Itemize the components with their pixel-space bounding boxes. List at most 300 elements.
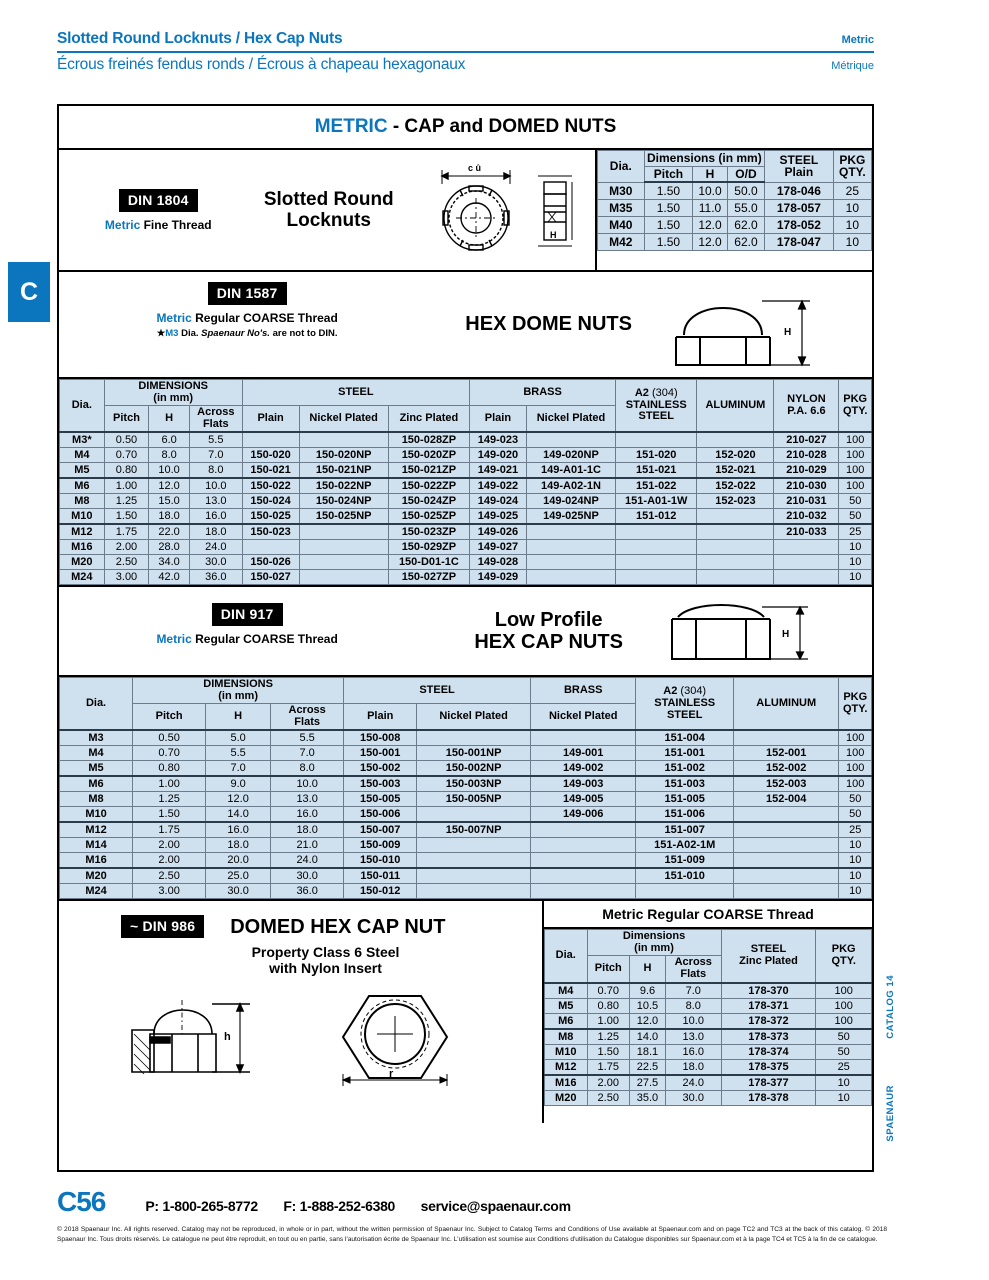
cell-steel-plain: 150-005 <box>344 792 417 807</box>
cell-od: 62.0 <box>727 234 764 251</box>
section1-thread-rest: Fine Thread <box>140 217 212 232</box>
table-row <box>60 448 872 463</box>
cell-across-flats: 24.0 <box>189 540 242 555</box>
table-row <box>60 509 872 525</box>
table-header-row <box>60 678 872 704</box>
section3-left <box>59 587 435 675</box>
cell-across-flats: 8.0 <box>189 463 242 479</box>
cell-steel-zinc: 178-377 <box>721 1075 816 1091</box>
cell-brass-nickel <box>526 555 615 570</box>
th-dims-l2: (in mm) <box>634 941 674 954</box>
table-row <box>598 182 872 200</box>
cell-steel-nickel <box>299 524 388 540</box>
th-across-l1: Across <box>197 406 235 419</box>
cell-stainless: 151-005 <box>636 792 733 807</box>
table-row <box>60 868 872 884</box>
cell-h: 22.0 <box>149 524 190 540</box>
cell-across-flats: 7.0 <box>271 746 344 761</box>
cell-steel-nickel <box>417 868 531 884</box>
cell-brass-nickel <box>526 540 615 555</box>
metric-banner-blue: METRIC <box>314 116 388 137</box>
cell-pitch: 1.00 <box>133 776 206 792</box>
cell-aluminum <box>697 570 774 585</box>
cell-aluminum: 152-002 <box>733 761 839 777</box>
cell-dia: M16 <box>60 540 105 555</box>
table-row <box>60 838 872 853</box>
th-pkg-l1: PKG <box>843 691 868 704</box>
cell-dia: M6 <box>545 1013 588 1029</box>
th-pkg-qty <box>816 930 872 983</box>
th-brass-nickel: Nickel Plated <box>530 704 636 731</box>
cell-across-flats: 30.0 <box>665 1090 721 1105</box>
th-dia: Dia. <box>598 151 645 183</box>
section3-table-wrap <box>59 675 872 901</box>
cell-stainless: 151-010 <box>636 868 733 884</box>
product-title-line1: Slotted Round <box>263 188 394 210</box>
cell-dia: M3 <box>60 730 133 746</box>
th-steel-zinc: Zinc Plated <box>388 406 469 433</box>
cell-pkg: 50 <box>816 1044 872 1059</box>
cell-brass-plain: 149-026 <box>470 524 527 540</box>
th-pkg-qty <box>839 380 872 433</box>
cell-h: 11.0 <box>693 200 728 217</box>
cell-dia: M35 <box>598 200 645 217</box>
cell-brass-plain: 149-029 <box>470 570 527 585</box>
cell-steel-nickel: 150-005NP <box>417 792 531 807</box>
th-dimensions-group <box>104 380 242 406</box>
cell-steel-nickel <box>417 838 531 853</box>
cell-across-flats: 5.5 <box>271 730 344 746</box>
cell-steel-zinc: 178-370 <box>721 983 816 999</box>
cell-dia: M6 <box>60 478 105 494</box>
section-din-917-header <box>59 587 872 675</box>
cell-brass-plain: 149-028 <box>470 555 527 570</box>
cell-brass-plain: 149-022 <box>470 478 527 494</box>
cell-pitch: 1.25 <box>104 494 149 509</box>
table-row <box>598 200 872 217</box>
cell-steel-nickel <box>299 540 388 555</box>
din-badge-986: ~ DIN 986 <box>121 915 204 938</box>
cell-stainless <box>616 540 697 555</box>
cell-steel-plain: 150-024 <box>242 494 299 509</box>
cell-pitch: 0.80 <box>587 998 630 1013</box>
cell-across-flats: 16.0 <box>665 1044 721 1059</box>
th-steel-l2: Zinc Plated <box>739 954 798 967</box>
th-stainless <box>636 678 733 731</box>
cell-dia: M16 <box>60 853 133 869</box>
th-across-flats <box>665 956 721 983</box>
brand-label: SPAENAUR <box>885 1085 896 1142</box>
cell-h: 10.5 <box>630 998 666 1013</box>
cell-dia: M4 <box>545 983 588 999</box>
cell-pkg: 100 <box>839 432 872 448</box>
cell-h: 20.0 <box>206 853 271 869</box>
cell-across-flats: 8.0 <box>665 998 721 1013</box>
cell-dia: M30 <box>598 182 645 200</box>
th-od: O/D <box>727 166 764 182</box>
cell-pitch: 1.50 <box>644 182 693 200</box>
cell-h: 5.5 <box>206 746 271 761</box>
cell-h: 27.5 <box>630 1075 666 1091</box>
cell-dia: M10 <box>60 509 105 525</box>
domed986-h-label: h <box>223 1031 231 1044</box>
table-row <box>60 432 872 448</box>
th-stainless-l2: STAINLESS <box>625 398 687 411</box>
section3-thread-rest: Regular COARSE Thread <box>191 632 338 647</box>
cell-brass-nickel: 149-A01-1C <box>526 463 615 479</box>
cell-brass-nickel <box>530 853 636 869</box>
cell-pkg: 25 <box>839 822 872 838</box>
th-dims-l2: (in mm) <box>153 391 194 404</box>
cell-steel-plain: 150-001 <box>344 746 417 761</box>
cell-across-flats: 30.0 <box>271 868 344 884</box>
cell-nylon: 210-029 <box>774 463 839 479</box>
table-row <box>598 234 872 251</box>
cell-h: 12.0 <box>206 792 271 807</box>
th-dims-l1: DIMENSIONS <box>203 678 273 691</box>
cell-pkg: 100 <box>839 746 872 761</box>
th-brass-plain: Plain <box>470 406 527 433</box>
table-din-917 <box>59 677 872 899</box>
cell-stainless: 151-020 <box>616 448 697 463</box>
cell-pkg: 100 <box>816 998 872 1013</box>
th-stainless-l3: STEEL <box>638 410 674 423</box>
cell-dia: M4 <box>60 448 105 463</box>
cell-stainless: 151-021 <box>616 463 697 479</box>
domed-nut-top-drawing <box>331 982 481 1087</box>
product-title-line2: Locknuts <box>286 210 371 231</box>
cell-stainless: 151-A01-1W <box>616 494 697 509</box>
cell-steel-plain <box>242 540 299 555</box>
cell-steel-plain: 150-003 <box>344 776 417 792</box>
th-dims-l1: DIMENSIONS <box>138 380 208 392</box>
cell-h: 18.1 <box>630 1044 666 1059</box>
cell-steel-nickel: 150-007NP <box>417 822 531 838</box>
th-steel-group: STEEL <box>344 678 531 704</box>
th-a2: A2 <box>634 387 649 400</box>
cell-od: 55.0 <box>727 200 764 217</box>
cell-nylon <box>774 555 839 570</box>
th-pitch: Pitch <box>133 704 206 731</box>
cell-steel-nickel <box>299 555 388 570</box>
cell-steel-plain: 150-023 <box>242 524 299 540</box>
cell-stainless: 151-012 <box>616 509 697 525</box>
cell-h: 18.0 <box>149 509 190 525</box>
footer-phone: P: 1-800-265-8772 <box>145 1198 258 1214</box>
cell-h: 28.0 <box>149 540 190 555</box>
section2-thread-rest: Regular COARSE Thread <box>191 311 338 325</box>
lowprofile-h-label: H <box>782 629 790 641</box>
hex-dome-nut-drawing <box>662 277 872 373</box>
cell-h: 34.0 <box>149 555 190 570</box>
table-row <box>545 1090 872 1105</box>
section1-thread-note <box>79 218 238 232</box>
th-pkg-l2: QTY. <box>838 165 866 180</box>
th-across-l2: Flats <box>294 715 320 728</box>
page-title-french: Écrous freinés fendus ronds / Écrous à chapeau hexagonaux <box>57 56 466 73</box>
product-title-line2: HEX CAP NUTS <box>474 631 623 654</box>
cell-stainless: 151-009 <box>636 853 733 869</box>
cell-pitch: 2.50 <box>104 555 149 570</box>
cell-steel-plain <box>242 432 299 448</box>
cell-nylon: 210-031 <box>774 494 839 509</box>
product-title-hex-dome-nuts: HEX DOME NUTS <box>465 313 632 336</box>
metric-banner-title <box>59 106 872 150</box>
cell-aluminum <box>697 540 774 555</box>
th-dia: Dia. <box>60 678 133 731</box>
table-header-row <box>598 151 872 167</box>
cell-nylon: 210-030 <box>774 478 839 494</box>
cell-steel-plain: 150-022 <box>242 478 299 494</box>
cell-h: 9.0 <box>206 776 271 792</box>
table-din-1804 <box>597 150 872 251</box>
cell-across-flats: 7.0 <box>189 448 242 463</box>
table-row <box>60 540 872 555</box>
cell-h: 16.0 <box>206 822 271 838</box>
cell-aluminum: 152-022 <box>697 478 774 494</box>
cell-dia: M12 <box>60 822 133 838</box>
din-badge-917: DIN 917 <box>212 603 283 626</box>
cell-dia: M24 <box>60 884 133 899</box>
cell-steel-plain: 178-046 <box>765 182 834 200</box>
table-row <box>598 217 872 234</box>
cell-pitch: 1.50 <box>644 234 693 251</box>
din-badge-1804: DIN 1804 <box>119 189 198 212</box>
footer-email[interactable]: service@spaenaur.com <box>420 1198 571 1214</box>
cell-dia: M20 <box>60 555 105 570</box>
cell-steel-nickel: 150-024NP <box>299 494 388 509</box>
header-english-row <box>57 30 874 53</box>
cell-across-flats: 13.0 <box>189 494 242 509</box>
cell-dia: M12 <box>545 1059 588 1075</box>
th-h: H <box>630 956 666 983</box>
table-row <box>60 792 872 807</box>
table-row <box>545 1075 872 1091</box>
cell-stainless: 151-003 <box>636 776 733 792</box>
cell-brass-nickel <box>526 570 615 585</box>
footer-contact <box>145 1198 592 1214</box>
table-body-din-1804 <box>598 182 872 251</box>
th-nylon <box>774 380 839 433</box>
cell-steel-plain: 150-026 <box>242 555 299 570</box>
cell-h: 15.0 <box>149 494 190 509</box>
cell-aluminum <box>733 822 839 838</box>
cell-aluminum <box>733 838 839 853</box>
domed-nut-section-drawing <box>120 982 290 1087</box>
locknut-illustration <box>420 158 595 262</box>
note-blue: M3 <box>165 328 179 339</box>
cell-aluminum <box>733 868 839 884</box>
cell-dia: M8 <box>60 494 105 509</box>
cell-across-flats: 16.0 <box>271 807 344 823</box>
cell-steel-plain: 150-009 <box>344 838 417 853</box>
cell-brass-plain: 149-024 <box>470 494 527 509</box>
cell-steel-nickel <box>417 730 531 746</box>
cell-h: 42.0 <box>149 570 190 585</box>
cell-pitch: 1.50 <box>104 509 149 525</box>
note-star: ★ <box>156 328 166 339</box>
cell-steel-nickel <box>299 570 388 585</box>
th-pkg-qty <box>833 151 871 183</box>
cell-brass-nickel: 149-003 <box>530 776 636 792</box>
cell-dia: M24 <box>60 570 105 585</box>
cell-dia: M5 <box>545 998 588 1013</box>
table-row <box>60 555 872 570</box>
section4-right <box>542 901 872 1123</box>
th-across-flats <box>189 406 242 433</box>
th-aluminum: ALUMINUM <box>733 678 839 731</box>
cell-pitch: 2.00 <box>133 838 206 853</box>
cell-brass-plain: 149-027 <box>470 540 527 555</box>
cell-h: 30.0 <box>206 884 271 899</box>
cell-pkg: 50 <box>839 509 872 525</box>
table-row <box>60 494 872 509</box>
th-steel-nickel: Nickel Plated <box>299 406 388 433</box>
section4-sub-line2: with Nylon Insert <box>269 960 382 977</box>
unit-label-english: Metric <box>841 34 874 46</box>
cell-across-flats: 8.0 <box>271 761 344 777</box>
cell-steel-nickel: 150-020NP <box>299 448 388 463</box>
th-h: H <box>206 704 271 731</box>
cell-dia: M6 <box>60 776 133 792</box>
cell-pitch: 1.00 <box>587 1013 630 1029</box>
cell-pitch: 0.50 <box>133 730 206 746</box>
th-h: H <box>693 166 728 182</box>
cell-across-flats: 18.0 <box>271 822 344 838</box>
low-profile-nut-drawing <box>662 591 872 671</box>
section-din-1587-header <box>59 272 872 377</box>
cell-pkg: 10 <box>839 555 872 570</box>
cell-h: 14.0 <box>630 1029 666 1045</box>
cell-stainless <box>616 555 697 570</box>
th-steel-l1: STEEL <box>779 152 819 167</box>
cell-brass-nickel <box>530 838 636 853</box>
cell-aluminum <box>733 884 839 899</box>
th-aluminum: ALUMINUM <box>697 380 774 433</box>
cell-pitch: 2.00 <box>133 853 206 869</box>
cell-stainless: 151-022 <box>616 478 697 494</box>
cell-across-flats: 13.0 <box>271 792 344 807</box>
cell-aluminum <box>697 509 774 525</box>
cell-across-flats: 18.0 <box>189 524 242 540</box>
cell-pkg: 10 <box>816 1090 872 1105</box>
th-steel-plain: Plain <box>242 406 299 433</box>
product-title-low-profile <box>474 609 623 654</box>
locknut-dim-label: c û <box>468 163 482 173</box>
cell-pkg: 100 <box>839 478 872 494</box>
cell-brass-plain: 149-021 <box>470 463 527 479</box>
cell-steel-plain: 150-007 <box>344 822 417 838</box>
table-row <box>545 1044 872 1059</box>
cell-h: 8.0 <box>149 448 190 463</box>
product-title-locknuts <box>238 189 421 232</box>
cell-h: 5.0 <box>206 730 271 746</box>
low-profile-nut-illustration <box>662 587 872 675</box>
cell-pkg: 100 <box>839 761 872 777</box>
cell-stainless <box>616 432 697 448</box>
cell-steel-plain: 150-011 <box>344 868 417 884</box>
cell-stainless: 151-A02-1M <box>636 838 733 853</box>
cell-steel-plain: 150-027 <box>242 570 299 585</box>
th-across-l1: Across <box>674 956 712 969</box>
cell-pkg: 10 <box>839 838 872 853</box>
cell-brass-nickel <box>530 822 636 838</box>
th-steel-group: STEEL <box>242 380 469 406</box>
table-header-row <box>60 380 872 406</box>
cell-stainless: 151-007 <box>636 822 733 838</box>
cell-pitch: 1.75 <box>587 1059 630 1075</box>
cell-stainless: 151-001 <box>636 746 733 761</box>
cell-aluminum: 152-004 <box>733 792 839 807</box>
section1-thread-blue: Metric <box>104 217 141 232</box>
cell-across-flats: 36.0 <box>271 884 344 899</box>
cell-pkg: 10 <box>833 200 871 217</box>
cell-steel-zinc: 150-023ZP <box>388 524 469 540</box>
th-stainless <box>616 380 697 433</box>
table-row <box>60 746 872 761</box>
cell-steel-zinc: 150-028ZP <box>388 432 469 448</box>
cell-steel-nickel: 150-002NP <box>417 761 531 777</box>
th-h: H <box>149 406 190 433</box>
cell-pkg: 25 <box>839 524 872 540</box>
th-pkg-l1: PKG <box>831 943 856 956</box>
cell-aluminum: 152-003 <box>733 776 839 792</box>
cell-dia: M5 <box>60 761 133 777</box>
th-dims-l2: (in mm) <box>218 689 258 702</box>
header-french-row <box>57 53 874 74</box>
cell-steel-zinc: 178-378 <box>721 1090 816 1105</box>
th-dimensions-group <box>587 930 721 956</box>
th-nylon-l1: NYLON <box>787 393 826 406</box>
cell-h: 22.5 <box>630 1059 666 1075</box>
th-steel-nickel: Nickel Plated <box>417 704 531 731</box>
table-body-din-917 <box>60 730 872 899</box>
table-row <box>545 1029 872 1045</box>
table-row <box>60 524 872 540</box>
cell-h: 18.0 <box>206 838 271 853</box>
th-pitch: Pitch <box>587 956 630 983</box>
cell-pkg: 25 <box>833 182 871 200</box>
cell-pitch: 2.00 <box>104 540 149 555</box>
cell-h: 9.6 <box>630 983 666 999</box>
th-steel-l2: Plain <box>784 165 814 180</box>
cell-stainless <box>636 884 733 899</box>
cell-h: 14.0 <box>206 807 271 823</box>
cell-pkg: 10 <box>839 540 872 555</box>
cell-steel-nickel <box>417 884 531 899</box>
cell-brass-nickel <box>530 884 636 899</box>
table-row <box>60 570 872 585</box>
section1-table-wrap <box>595 150 872 270</box>
section4-left <box>59 901 542 1123</box>
cell-steel-nickel: 150-001NP <box>417 746 531 761</box>
cell-stainless <box>616 570 697 585</box>
cell-brass-plain: 149-025 <box>470 509 527 525</box>
section3-thread-blue: Metric <box>156 632 192 647</box>
section1-badge-col <box>59 189 238 232</box>
cell-dia: M10 <box>60 807 133 823</box>
th-steel-plain: Plain <box>344 704 417 731</box>
section3-title-col <box>435 587 662 675</box>
cell-dia: M40 <box>598 217 645 234</box>
cell-pitch: 3.00 <box>133 884 206 899</box>
note-tail: are not to DIN. <box>269 328 338 339</box>
page-header <box>57 30 874 74</box>
th-a2: A2 <box>663 685 678 698</box>
cell-brass-nickel: 149-024NP <box>526 494 615 509</box>
cell-nylon <box>774 540 839 555</box>
cell-stainless: 151-004 <box>636 730 733 746</box>
